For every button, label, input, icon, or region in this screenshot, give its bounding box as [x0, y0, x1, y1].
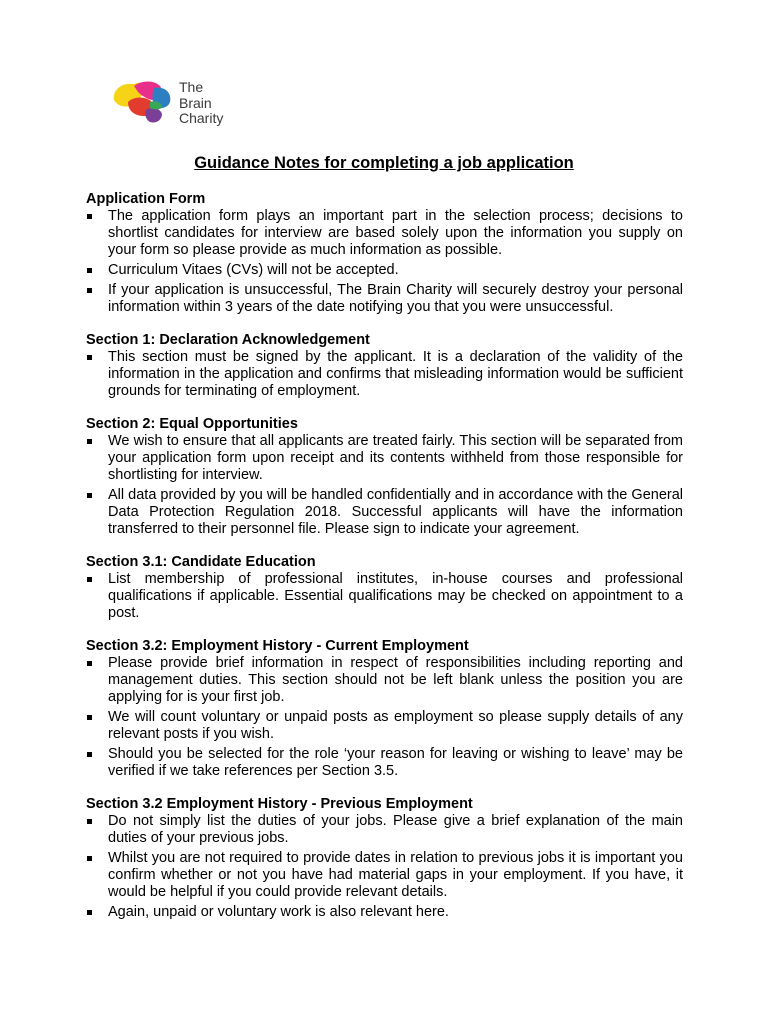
list-item-text: Curriculum Vitaes (CVs) will not be accepted.	[108, 262, 399, 278]
list-item	[86, 433, 683, 484]
logo-line-2: Brain	[179, 94, 212, 111]
square-bullet-icon	[87, 355, 92, 360]
list-item-text: If your application is unsuccessful, The Brain Charity will securely destroy your personal information within 3 years of the date notifying you that you were unsuccessful.	[108, 282, 683, 315]
bullet-list	[86, 433, 683, 538]
bullet-list	[86, 655, 683, 780]
square-bullet-icon	[87, 856, 92, 861]
section-application-form	[86, 191, 683, 316]
list-item-text: This section must be signed by the applicant. It is a declaration of the validity of the information in the application and confirms that misleading information would be sufficient grounds for terminating of employment.	[108, 349, 683, 399]
square-bullet-icon	[87, 577, 92, 582]
list-item	[86, 282, 683, 316]
list-item-text: The application form plays an important part in the selection process; decisions to shortlist candidates for interview are based solely upon the information you supply on your form so please provide as much information as possible.	[108, 208, 683, 258]
square-bullet-icon	[87, 661, 92, 666]
square-bullet-icon	[87, 439, 92, 444]
section-heading: Application Form	[86, 191, 206, 207]
list-item-text: List membership of professional institutes, in-house courses and professional qualifications if applicable. Essential qualifications may be checked on appointment to a post.	[108, 571, 683, 621]
list-item-text: Again, unpaid or voluntary work is also relevant here.	[108, 904, 449, 920]
square-bullet-icon	[87, 268, 92, 273]
list-item	[86, 262, 683, 279]
brain-logo-icon	[110, 78, 176, 130]
square-bullet-icon	[87, 752, 92, 757]
list-item	[86, 813, 683, 847]
square-bullet-icon	[87, 288, 92, 293]
logo-wordmark	[179, 80, 223, 127]
section-equal-opportunities	[86, 416, 683, 538]
bullet-list	[86, 571, 683, 622]
list-item	[86, 904, 683, 921]
list-item	[86, 746, 683, 780]
list-item	[86, 571, 683, 622]
square-bullet-icon	[87, 214, 92, 219]
guidance-content	[86, 191, 683, 937]
section-declaration	[86, 332, 683, 400]
brain-charity-logo	[110, 78, 250, 130]
section-heading: Section 3.2 Employment History - Previous Employment	[86, 796, 473, 812]
list-item-text: Should you be selected for the role ‘your reason for leaving or wishing to leave’ may be verified if we take references per Section 3.5.	[108, 746, 683, 779]
square-bullet-icon	[87, 493, 92, 498]
list-item-text: Please provide brief information in respect of responsibilities including reporting and management duties. This section should not be left blank unless the position you are applying for is your first job.	[108, 655, 683, 705]
list-item	[86, 655, 683, 706]
square-bullet-icon	[87, 715, 92, 720]
square-bullet-icon	[87, 910, 92, 915]
page-title: Guidance Notes for completing a job application	[194, 154, 574, 172]
section-heading: Section 2: Equal Opportunities	[86, 416, 298, 432]
section-heading: Section 3.2: Employment History - Current Employment	[86, 638, 469, 654]
bullet-list	[86, 813, 683, 921]
section-heading: Section 1: Declaration Acknowledgement	[86, 332, 370, 348]
brain-lobe-purple	[145, 108, 162, 123]
list-item	[86, 850, 683, 901]
list-item-text: We wish to ensure that all applicants are treated fairly. This section will be separated from your application form upon receipt and its contents withheld from those responsible for shortlisting for interview.	[108, 433, 683, 483]
list-item	[86, 208, 683, 259]
list-item-text: Do not simply list the duties of your jobs. Please give a brief explanation of the main duties of your previous jobs.	[108, 813, 683, 846]
square-bullet-icon	[87, 819, 92, 824]
bullet-list	[86, 349, 683, 400]
bullet-list	[86, 208, 683, 316]
section-heading: Section 3.1: Candidate Education	[86, 554, 316, 570]
list-item	[86, 487, 683, 538]
list-item-text: We will count voluntary or unpaid posts as employment so please supply details of any relevant posts if you wish.	[108, 709, 683, 742]
list-item-text: Whilst you are not required to provide dates in relation to previous jobs it is important you confirm whether or not you have had material gaps in your employment. If you have, it would be helpful if you could provide relevant details.	[108, 850, 683, 900]
list-item	[86, 709, 683, 743]
logo-line-3: Charity	[179, 110, 224, 126]
section-previous-employment	[86, 796, 683, 921]
list-item-text: All data provided by you will be handled confidentially and in accordance with the General Data Protection Regulation 2018. Successful applicants will have the information transferred to their personnel file. Please sign to indicate your agreement.	[108, 487, 683, 537]
section-candidate-education	[86, 554, 683, 622]
section-current-employment	[86, 638, 683, 780]
logo-line-1: The	[179, 79, 204, 95]
list-item	[86, 349, 683, 400]
